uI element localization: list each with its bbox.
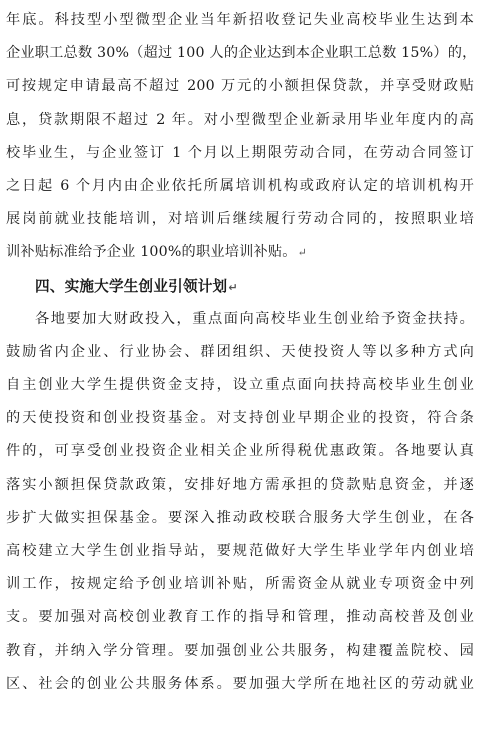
text-line-first: 各地要加大财政投入，重点面向高校毕业生创业给予资金扶持。 [35, 310, 474, 327]
text-line: 企业职工总数 30%（超过 100 人的企业达到本企业职工总数 15%）的， [6, 45, 477, 62]
text-line: 之日起 6 个月内由企业依托所属培训机构或政府认定的培训机构开 [6, 177, 474, 194]
text-line: 自主创业大学生提供资金支持，设立重点面向扶持高校毕业生创业 [6, 377, 474, 394]
text-line: 落实小额担保贷款政策，安排好地方需承担的贷款贴息资金，并逐 [6, 476, 474, 493]
text-line: 息，贷款期限不超过 2 年。对小型微型企业新录用毕业年度内的高 [6, 111, 474, 128]
text-line-last [6, 236, 474, 269]
text-line: 可按规定申请最高不超过 200 万元的小额担保贷款，并享受财政贴 [6, 78, 474, 95]
text-line: 步扩大做实担保基金。要深入推动政校联合服务大学生创业，在各 [6, 509, 474, 526]
text-line: 教育，并纳入学分管理。要加强创业公共服务，构建覆盖院校、园 [6, 642, 474, 659]
section-heading [6, 270, 474, 303]
paragraph-mark-icon: ↵ [297, 246, 308, 260]
text-line: 展岗前就业技能培训，对培训后继续履行劳动合同的，按照职业培 [6, 211, 474, 228]
text-line: 校毕业生，与企业签订 1 个月以上期限劳动合同，在劳动合同签订 [6, 144, 474, 161]
section-heading-text: 四、实施大学生创业引领计划 [35, 277, 228, 295]
text-line-content: 训补贴标准给予企业 100%的职业培训补贴。 [6, 244, 297, 261]
text-line: 件的，可享受创业投资企业相关企业所得税优惠政策。各地要认真 [6, 443, 474, 460]
text-line: 区、社会的创业公共服务体系。要加强大学所在地社区的劳动就业 [6, 675, 474, 692]
text-line: 训工作，按规定给予创业培训补贴，所需资金从就业专项资金中列 [6, 576, 474, 593]
text-line: 年底。科技型小型微型企业当年新招收登记失业高校毕业生达到本 [6, 12, 474, 28]
text-line: 支。要加强对高校创业教育工作的指导和管理，推动高校普及创业 [6, 609, 474, 626]
paragraph-mark-icon: ↵ [228, 280, 238, 294]
text-line: 的天使投资和创业投资基金。对支持创业早期企业的投资，符合条 [6, 410, 474, 427]
document-page [6, 4, 477, 701]
text-line: 高校建立大学生创业指导站，要规范做好大学生毕业学年内创业培 [6, 543, 474, 559]
text-line: 鼓励省内企业、行业协会、群团组织、天使投资人等以多种方式向 [6, 343, 474, 360]
